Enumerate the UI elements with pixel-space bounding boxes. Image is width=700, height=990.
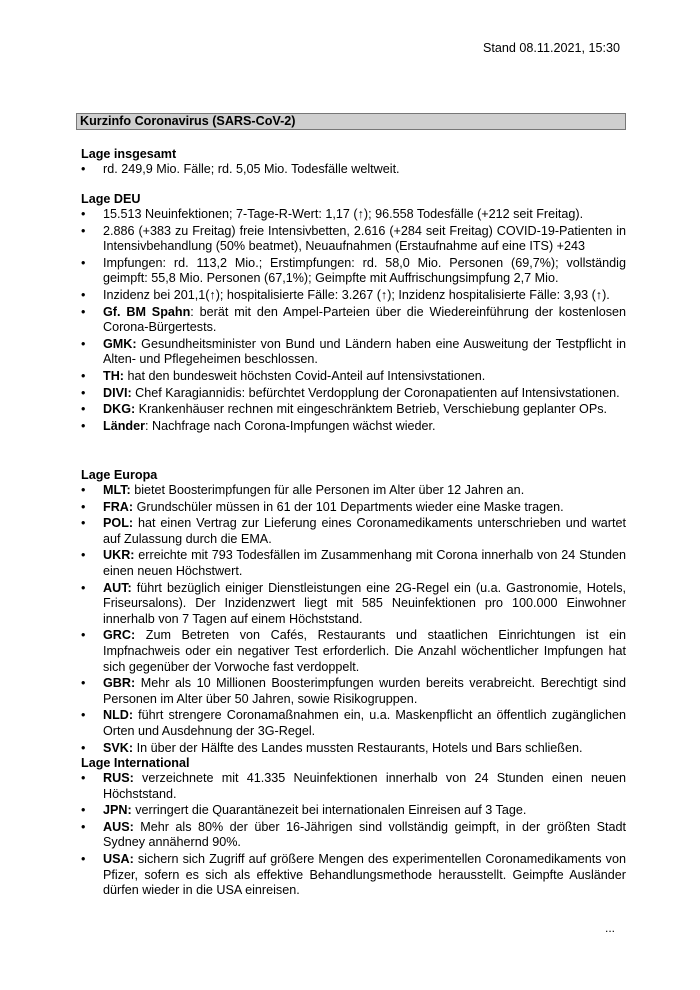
section-heading: Lage Europa xyxy=(81,468,158,482)
list-item xyxy=(81,628,626,675)
bullet-list xyxy=(81,207,626,434)
item-text: Chef Karagiannidis: befürchtet Verdopplung der Coronapatienten auf Intensivstationen. xyxy=(131,385,620,400)
list-item xyxy=(81,771,626,802)
item-text: führt bezüglich einiger Dienstleistungen eine 2G-Regel ein (u.a. Gastronomie, Hotels, Friseursalons). Der Inzidenzwert liegt mit 585 Neuinfektionen pro 100.000 Einwohner innerhalb von 7 Tagen auf einem Höchststand. xyxy=(103,580,626,626)
item-label: GBR: xyxy=(103,676,136,691)
continuation-marker: ... xyxy=(604,921,615,935)
item-label: DIVI: xyxy=(103,385,132,400)
section-lage-international xyxy=(81,755,626,900)
item-text: Inzidenz bei 201,1(↑); hospitalisierte Fälle: 3.267 (↑); Inzidenz hospitalisierte Fälle: 3,93 (↑). xyxy=(103,287,610,302)
item-text: Krankenhäuser rechnen mit eingeschränktem Betrieb, Verschiebung geplanter OPs. xyxy=(135,402,608,417)
item-text: rd. 249,9 Mio. Fälle; rd. 5,05 Mio. Todesfälle weltweit. xyxy=(103,162,400,176)
list-item xyxy=(81,820,626,851)
list-item xyxy=(81,741,626,757)
item-label: USA: xyxy=(103,851,134,866)
item-label: AUS: xyxy=(103,819,134,834)
bullet-list xyxy=(81,162,626,178)
list-item xyxy=(81,803,626,819)
list-item xyxy=(81,676,626,707)
item-label: FRA: xyxy=(103,499,134,514)
item-text: Gesundheitsminister von Bund und Ländern haben eine Ausweitung der Testpflicht in Alten- und Pflegeheimen beschlossen. xyxy=(103,336,626,367)
bullet-list xyxy=(81,771,626,899)
item-text: Zum Betreten von Cafés, Restaurants und staatlichen Einrichtungen ist ein Impfnachweis oder ein negativer Test erforderlich. Die Anzahl wöchentlicher Impfungen hat sich gegenüber der Vorwoche fast verdoppelt. xyxy=(103,628,626,674)
list-item xyxy=(81,224,626,255)
section-lage-deu xyxy=(81,191,626,435)
item-label: Gf. BM Spahn xyxy=(103,304,191,319)
item-label: MLT: xyxy=(103,483,131,497)
item-label: NLD: xyxy=(103,708,134,723)
item-label: GMK: xyxy=(103,336,137,351)
item-text: erreichte mit 793 Todesfällen im Zusammenhang mit Corona innerhalb von 24 Stunden einen neuen Höchstwert. xyxy=(103,548,626,578)
bullet-list xyxy=(81,483,626,756)
item-text: : berät mit den Ampel-Parteien über die Wiedereinführung der kostenlosen Corona-Bürgertests. xyxy=(103,304,627,335)
list-item xyxy=(81,483,626,499)
item-text: verringert die Quarantänezeit bei internationalen Einreisen auf 3 Tage. xyxy=(131,803,527,818)
item-label: RUS: xyxy=(103,771,134,785)
list-item xyxy=(81,581,626,628)
section-heading: Lage DEU xyxy=(81,192,141,206)
list-item xyxy=(81,402,626,418)
section-heading: Lage insgesamt xyxy=(81,147,177,161)
item-text: Grundschüler müssen in 61 der 101 Departments wieder eine Maske tragen. xyxy=(133,499,564,514)
document-date: Stand 08.11.2021, 15:30 xyxy=(482,41,620,55)
item-label: GRC: xyxy=(103,628,136,643)
document-title: Kurzinfo Coronavirus (SARS-CoV-2) xyxy=(76,113,626,130)
item-text: hat den bundesweit höchsten Covid-Anteil auf Intensivstationen. xyxy=(123,368,486,383)
item-text: sichern sich Zugriff auf größere Mengen des experimentellen Coronamedikaments von Pfizer, sofern es sich als effektive Behandlungsmethode herausstellt. Geimpfte Ausländer dürfen wieder in die USA einreisen. xyxy=(103,851,626,898)
item-label: POL: xyxy=(103,516,134,531)
item-label: DKG: xyxy=(103,402,136,417)
list-item xyxy=(81,419,626,435)
item-text: 15.513 Neuinfektionen; 7-Tage-R-Wert: 1,17 (↑); 96.558 Todesfälle (+212 seit Freitag). xyxy=(103,207,584,221)
list-item xyxy=(81,162,626,178)
list-item xyxy=(81,256,626,287)
item-text: hat einen Vertrag zur Lieferung eines Coronamedikaments unterschrieben und wartet auf Zulassung durch die EMA. xyxy=(103,516,626,546)
list-item xyxy=(81,852,626,899)
section-lage-insgesamt xyxy=(81,146,626,179)
item-text: Impfungen: rd. 113,2 Mio.; Erstimpfungen: rd. 58,0 Mio. Personen (69,7%); vollständig geimpft: 55,8 Mio. Personen (67,1%); Geimpfte mit Auffrischungsimpfung 2,7 Mio. xyxy=(103,255,626,286)
item-text: verzeichnete mit 41.335 Neuinfektionen innerhalb von 24 Stunden einen neuen Höchststand. xyxy=(103,771,626,801)
list-item xyxy=(81,548,626,579)
item-text: Mehr als 80% der über 16-Jährigen sind vollständig geimpft, in der größten Stadt Sydney annähernd 90%. xyxy=(103,819,626,850)
section-heading: Lage International xyxy=(81,756,190,770)
list-item xyxy=(81,516,626,547)
list-item xyxy=(81,207,626,223)
list-item xyxy=(81,708,626,739)
item-text: 2.886 (+383 zu Freitag) freie Intensivbetten, 2.616 (+284 seit Freitag) COVID-19-Patienten in Intensivbehandlung (50% beatmet), Neuaufnahmen (Erstaufnahme auf eine ITS) +243 xyxy=(103,223,626,254)
item-text: In über der Hälfte des Landes mussten Restaurants, Hotels und Bars schließen. xyxy=(133,740,583,755)
item-label: SVK: xyxy=(103,740,134,755)
item-text: Mehr als 10 Millionen Boosterimpfungen wurden bereits verabreicht. Berechtigt sind Personen im Alter über 50 Jahren, sowie Risikogruppen. xyxy=(103,676,626,706)
list-item xyxy=(81,337,626,368)
item-label: JPN: xyxy=(103,803,132,818)
section-lage-europa xyxy=(81,467,626,757)
list-item xyxy=(81,500,626,516)
item-label: AUT: xyxy=(103,580,132,595)
list-item xyxy=(81,386,626,402)
item-label: UKR: xyxy=(103,548,135,563)
item-text: bietet Boosterimpfungen für alle Personen im Alter über 12 Jahren an. xyxy=(130,483,525,497)
list-item xyxy=(81,369,626,385)
list-item xyxy=(81,305,626,336)
item-label: Länder xyxy=(103,418,145,433)
list-item xyxy=(81,288,626,304)
item-text: : Nachfrage nach Corona-Impfungen wächst wieder. xyxy=(145,418,436,433)
item-label: TH: xyxy=(103,368,124,383)
item-text: führt strengere Coronamaßnahmen ein, u.a. Maskenpflicht an öffentlich zugänglichen Orten und Ausdehnung der 3G-Regel. xyxy=(103,708,626,738)
